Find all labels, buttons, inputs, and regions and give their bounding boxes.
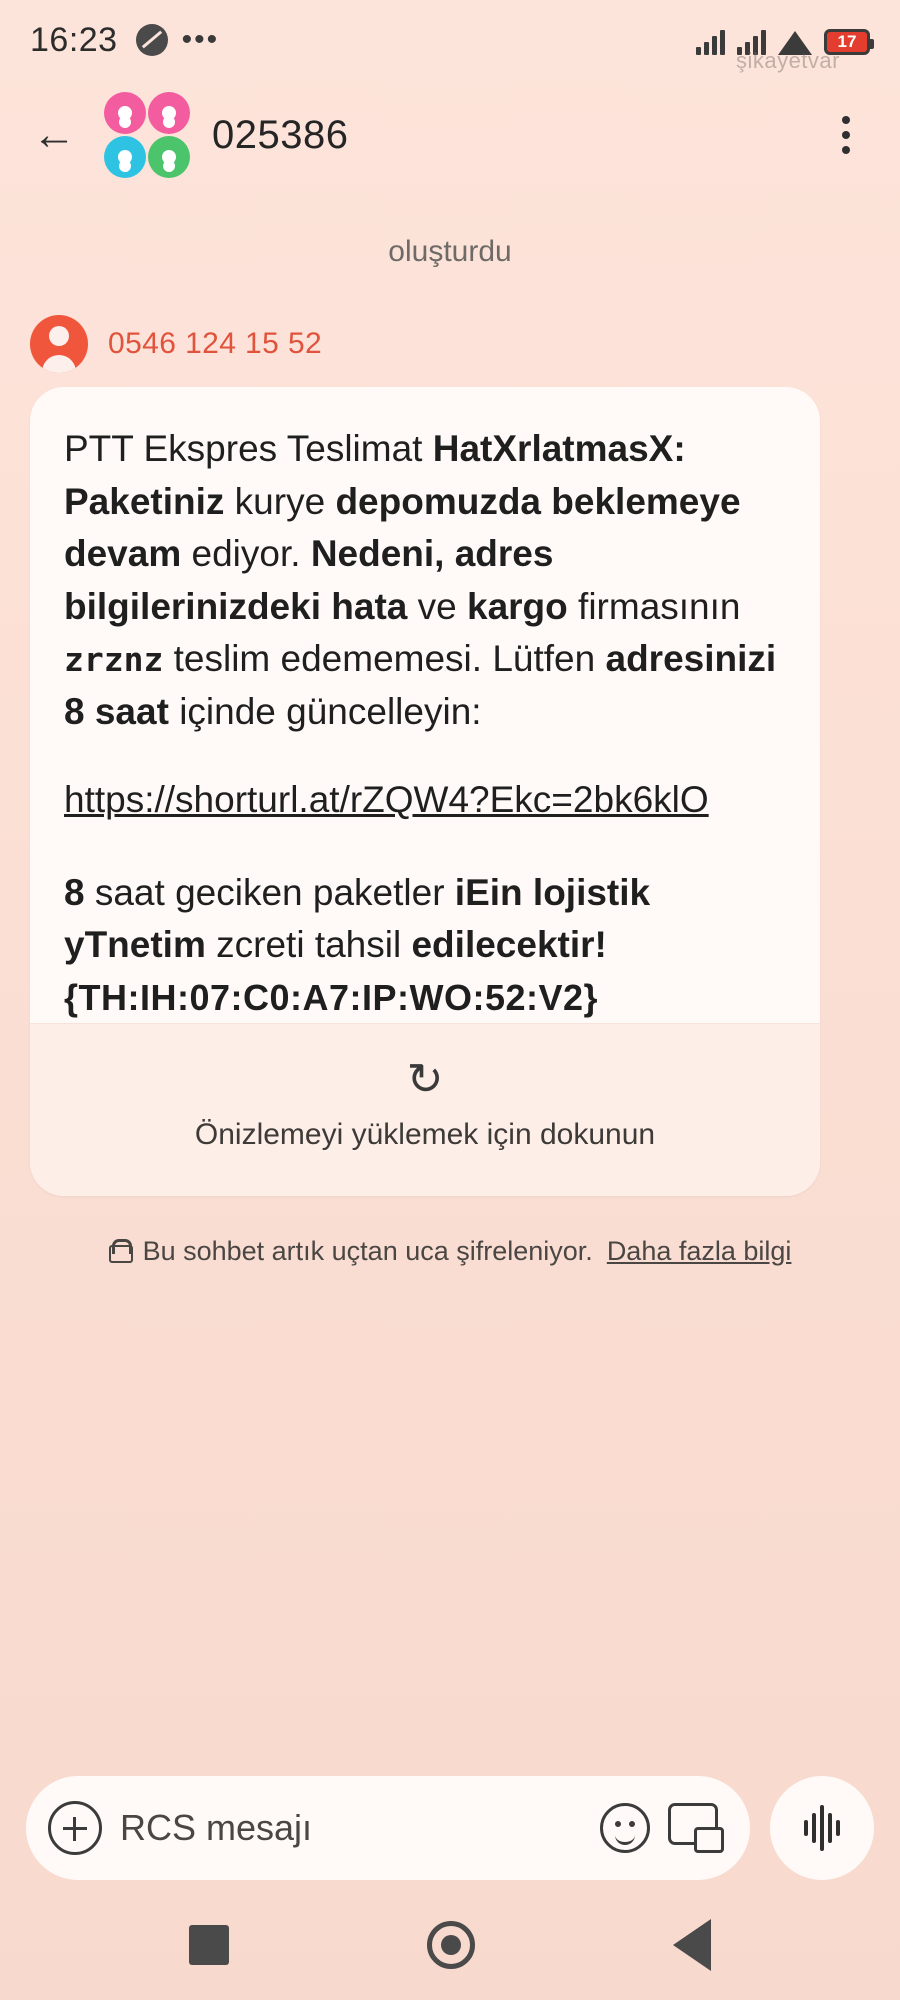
msg-seg-9: kargo — [467, 585, 568, 627]
emoji-icon[interactable] — [600, 1803, 650, 1853]
composer-input-pill[interactable] — [26, 1776, 750, 1880]
msg-seg-2: HatXrlatmasX: Paketiniz — [64, 428, 686, 522]
link-preview-text: Önizlemeyi yüklemek için dokunun — [194, 1117, 656, 1151]
msg-seg-15: içinde — [168, 690, 276, 732]
home-circle-icon[interactable] — [427, 1921, 475, 1969]
msg-seg-6: Nedeni, adres — [310, 533, 554, 575]
plus-icon[interactable] — [48, 1801, 102, 1855]
do-not-disturb-icon — [136, 24, 168, 56]
msg-seg-7: bilgilerinizdeki hata — [64, 585, 408, 627]
msg-seg-11: zrznz — [64, 640, 164, 680]
sender-name: 0546 124 15 52 — [108, 327, 323, 360]
voice-waveform-icon[interactable] — [770, 1776, 874, 1880]
message-code: {TH:IH:07:C0:A7:IP:WO:52:V2} — [64, 976, 599, 1018]
overflow-menu-icon[interactable] — [818, 107, 874, 163]
battery-level: 17 — [837, 32, 857, 51]
msg-seg-14: adresinizi 8 saat — [64, 638, 777, 732]
recents-square-icon[interactable] — [189, 1925, 229, 1965]
message-input[interactable]: RCS mesajı — [120, 1807, 313, 1848]
gallery-icon[interactable] — [668, 1803, 724, 1853]
message-bubble[interactable] — [30, 387, 820, 1196]
msg-seg-22: edilecektir! — [411, 924, 607, 966]
encryption-notice — [30, 1236, 870, 1267]
msg-seg-4: depomuzda beklemeye devam — [64, 480, 741, 575]
more-icon: ••• — [181, 23, 220, 56]
watermark: şikayetvar — [735, 48, 840, 73]
message-body-2 — [64, 867, 786, 1023]
message-thread[interactable] — [0, 190, 900, 1758]
back-arrow-icon[interactable]: ← — [32, 110, 76, 159]
reload-icon[interactable]: ↻ — [406, 1054, 444, 1104]
system-note — [30, 212, 870, 271]
msg-seg-8: ve — [407, 585, 467, 627]
msg-seg-18: saat geciken paketler — [84, 871, 455, 913]
msg-seg-13: Lütfen — [492, 638, 606, 680]
conversation-title: 025386 — [212, 112, 349, 157]
msg-seg-10: firmasının — [578, 585, 741, 627]
status-time: 16:23 — [30, 20, 118, 59]
message-link[interactable]: https://shorturl.at/rZQW4?Ekc=2bk6klO — [64, 779, 709, 821]
msg-seg-19: iEin lojistik — [454, 871, 651, 913]
lock-icon — [109, 1239, 129, 1263]
contact-avatar-icon — [30, 315, 88, 373]
message-composer — [0, 1758, 900, 1890]
encryption-text: Bu sohbet artık uçtan uca şifreleniyor. — [142, 1235, 593, 1266]
msg-seg-12: teslim edememesi. — [163, 638, 483, 680]
status-left-icons — [136, 24, 220, 56]
msg-seg-21: zcreti tahsil — [205, 924, 412, 966]
link-preview-loader[interactable] — [30, 1023, 820, 1196]
system-note-clipped — [30, 212, 870, 232]
msg-seg-3: kurye — [224, 480, 326, 522]
group-avatar-icon[interactable] — [104, 92, 190, 178]
system-nav-bar — [0, 1890, 900, 2000]
msg-seg-16: güncelleyin: — [286, 690, 482, 732]
msg-seg-17: 8 — [64, 871, 85, 913]
system-note-text: oluşturdu — [388, 235, 512, 268]
msg-seg-1: PTT Ekspres Teslimat — [64, 428, 423, 469]
status-bar — [0, 0, 900, 80]
encryption-learn-more-link[interactable]: Daha fazla bilgi — [606, 1235, 792, 1266]
msg-seg-5: ediyor. — [191, 533, 311, 575]
nav-back-triangle-icon[interactable] — [673, 1919, 711, 1971]
message-body — [64, 423, 786, 738]
msg-seg-20: yTnetim — [64, 924, 206, 966]
signal-bars-icon — [696, 25, 725, 55]
sender-row — [30, 315, 870, 373]
app-bar — [0, 80, 900, 190]
